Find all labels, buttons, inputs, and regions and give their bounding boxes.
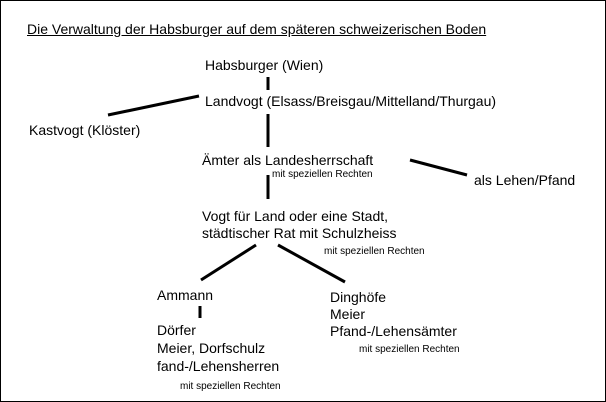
node-dinghoefe-note: mit speziellen Rechten — [359, 344, 460, 355]
node-habsburger: Habsburger (Wien) — [205, 57, 324, 73]
connector-landvogt-kastvogt — [108, 96, 199, 115]
node-vogt-line2: städtischer Rat mit Schulzheiss — [202, 225, 397, 241]
node-aemter: Ämter als Landesherrschaft — [202, 152, 374, 168]
node-dinghoefe-line3: Pfand-/Lehensämter — [330, 323, 457, 339]
node-dinghoefe-line2: Meier — [330, 306, 366, 322]
node-landvogt: Landvogt (Elsass/Breisgau/Mittelland/Thurgau) — [205, 93, 497, 109]
node-vogt-note: mit speziellen Rechten — [324, 246, 425, 257]
node-vogt-line1: Vogt für Land oder eine Stadt, — [202, 208, 389, 224]
diagram-title: Die Verwaltung der Habsburger auf dem späteren schweizerischen Boden — [27, 21, 487, 37]
node-dinghoefe-line1: Dinghöfe — [330, 289, 387, 305]
node-doerfer-line1: Dörfer — [157, 322, 196, 338]
node-doerfer-line2: Meier, Dorfschulz — [157, 340, 266, 356]
node-aemter-note: mit speziellen Rechten — [272, 169, 373, 180]
node-ammann: Ammann — [157, 287, 214, 303]
node-doerfer-note: mit speziellen Rechten — [180, 381, 281, 392]
node-doerfer-line3: fand-/Lehensherren — [157, 358, 280, 374]
connector-aemter-lehen — [410, 160, 467, 175]
node-kastvogt: Kastvogt (Klöster) — [29, 122, 141, 138]
node-lehen: als Lehen/Pfand — [474, 172, 576, 188]
connector-vogt-ammann — [201, 245, 256, 280]
